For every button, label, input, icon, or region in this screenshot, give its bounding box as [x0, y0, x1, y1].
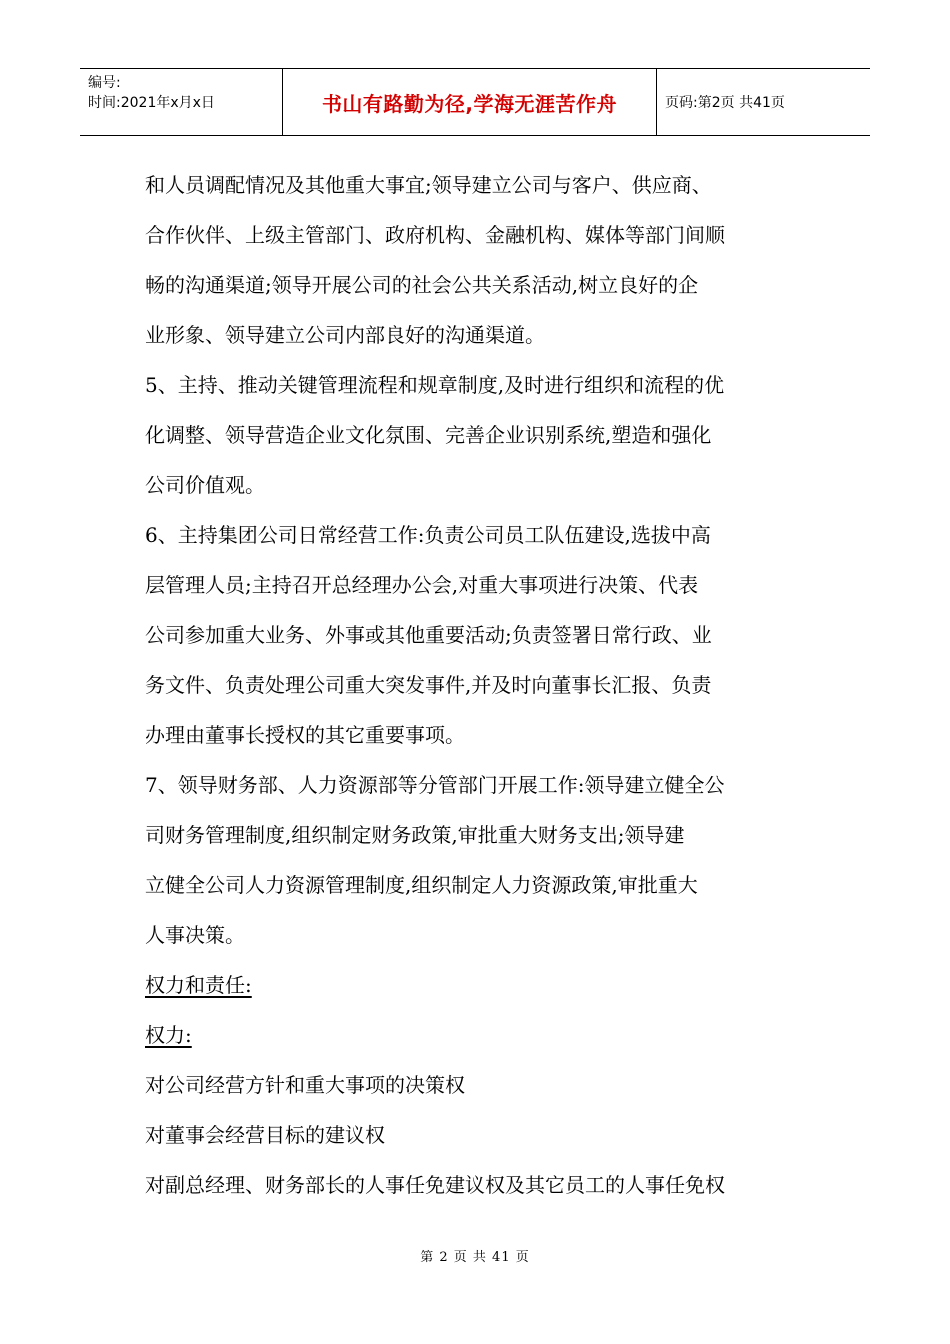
page-header — [80, 68, 870, 136]
document-number-label: 编号: — [88, 75, 121, 91]
body-line: 立健全公司人力资源管理制度,组织制定人力资源政策,审批重大 — [145, 873, 698, 897]
body-line: 7、领导财务部、人力资源部等分管部门开展工作:领导建立健全公 — [145, 773, 725, 797]
body-line: 和人员调配情况及其他重大事宜;领导建立公司与客户、供应商、 — [145, 173, 712, 197]
body-line: 5、主持、推动关键管理流程和规章制度,及时进行组织和流程的优 — [145, 373, 725, 397]
body-line: 6、主持集团公司日常经营工作:负责公司员工队伍建设,选拔中高 — [145, 523, 711, 547]
section-heading-text: 权力: — [145, 1023, 192, 1047]
body-line: 对公司经营方针和重大事项的决策权 — [145, 1073, 465, 1097]
body-line: 办理由董事长授权的其它重要事项。 — [145, 723, 465, 747]
body-line: 层管理人员;主持召开总经理办公会,对重大事项进行决策、代表 — [145, 573, 699, 597]
document-body — [145, 160, 810, 1210]
body-line: 人事决策。 — [145, 923, 245, 947]
body-line: 对董事会经营目标的建议权 — [145, 1123, 385, 1147]
body-line: 对副总经理、财务部长的人事任免建议权及其它员工的人事任免权 — [145, 1173, 725, 1197]
body-line: 畅的沟通渠道;领导开展公司的社会公共关系活动,树立良好的企 — [145, 273, 699, 297]
section-heading-text: 权力和责任: — [145, 973, 252, 997]
body-line: 公司参加重大业务、外事或其他重要活动;负责签署日常行政、业 — [145, 623, 712, 647]
header-meta — [80, 69, 283, 135]
section-heading-rights — [145, 1010, 810, 1060]
page-footer: 第 2 页 共 41 页 — [420, 1250, 530, 1265]
document-time-label: 时间:2021年x月x日 — [88, 95, 215, 111]
body-line: 公司价值观。 — [145, 473, 265, 497]
body-line: 合作伙伴、上级主管部门、政府机构、金融机构、媒体等部门间顺 — [145, 223, 725, 247]
body-line: 化调整、领导营造企业文化氛围、完善企业识别系统,塑造和强化 — [145, 423, 712, 447]
body-line: 司财务管理制度,组织制定财务政策,审批重大财务支出;领导建 — [145, 823, 685, 847]
section-heading-rights-responsibilities — [145, 960, 810, 1010]
header-page-info: 页码:第2页 共41页 — [665, 95, 785, 111]
body-line: 务文件、负责处理公司重大突发事件,并及时向董事长汇报、负责 — [145, 673, 712, 697]
body-line: 业形象、领导建立公司内部良好的沟通渠道。 — [145, 323, 545, 347]
header-motto: 书山有路勤为径,学海无涯苦作舟 — [283, 69, 657, 135]
